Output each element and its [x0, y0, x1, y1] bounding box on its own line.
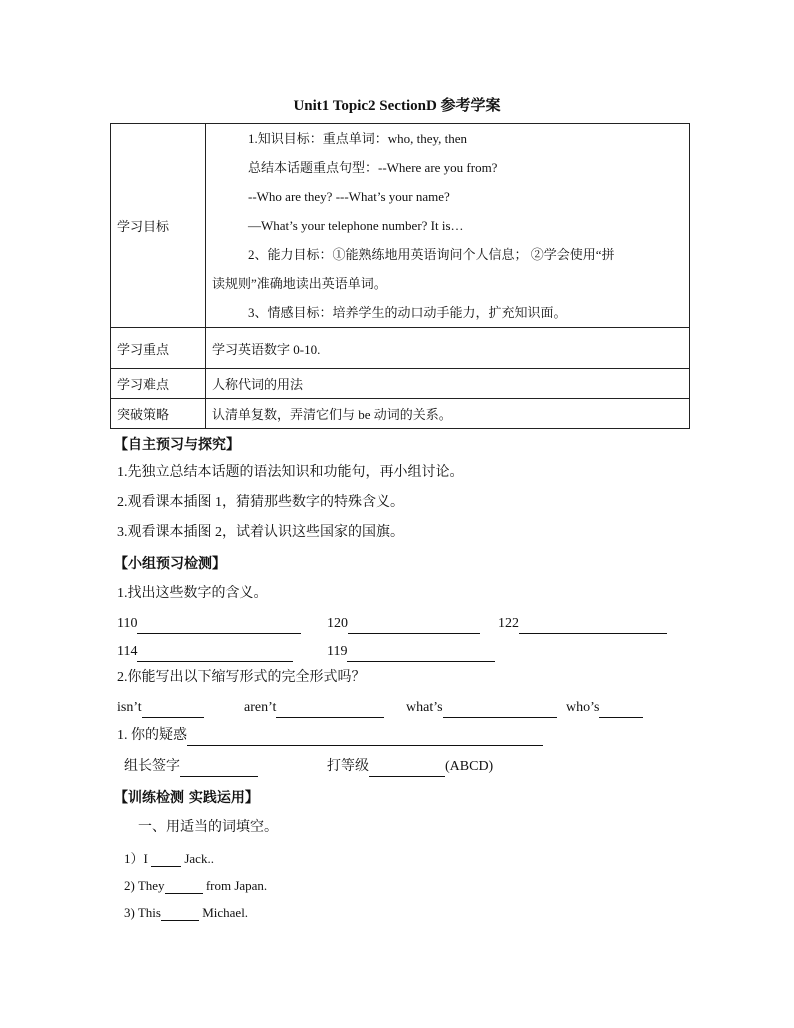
- contraction-label: isn’t: [117, 700, 142, 715]
- exercise-prefix: 2) They: [124, 878, 165, 893]
- section-heading-preview: 【自主预习与探究】: [114, 437, 240, 453]
- exercise-prefix: 1）I: [124, 851, 152, 866]
- difficulty-row: [111, 369, 690, 399]
- answer-blank[interactable]: [276, 701, 384, 718]
- goal-line: 3、情感目标：培养学生的动口动手能力，扩充知识面。: [248, 305, 567, 320]
- number-label: 110: [117, 616, 138, 631]
- preview-item: 1.先独立总结本话题的语法知识和功能句，再小组讨论。: [117, 465, 464, 480]
- preview-item: 2.观看课本插图 1，猜猜那些数字的特殊含义。: [117, 495, 404, 510]
- leader-sign-label: 组长签字: [124, 759, 180, 774]
- goal-row: [111, 124, 690, 328]
- goal-line: 2、能力目标：①能熟练地用英语询问个人信息； ②学会使用“拼: [248, 247, 615, 262]
- answer-blank[interactable]: [137, 617, 301, 634]
- goal-content: [206, 124, 690, 328]
- doubt-blank[interactable]: [187, 729, 543, 746]
- answer-blank[interactable]: [142, 701, 204, 718]
- answer-blank[interactable]: [137, 645, 293, 662]
- number-item: [117, 614, 301, 634]
- contraction-label: aren’t: [244, 700, 277, 715]
- goal-line: --Who are they? ---What’s your name?: [248, 189, 450, 204]
- number-item: [498, 614, 667, 634]
- doubt-label: 1. 你的疑惑: [117, 728, 187, 743]
- goal-line: 1.知识目标：重点单词：who, they, then: [248, 131, 468, 146]
- sign-blank[interactable]: [180, 760, 258, 777]
- exercise-instruction: 一、用适当的词填空。: [138, 820, 278, 835]
- key-row: [111, 328, 690, 369]
- number-label: 122: [498, 616, 519, 631]
- contraction-label: who’s: [566, 700, 600, 715]
- difficulty-text: 人称代词的用法: [206, 369, 690, 399]
- exercise-item: [124, 905, 248, 921]
- strategy-row: [111, 399, 690, 429]
- goal-line: 总结本话题重点句型：--Where are you from?: [248, 160, 498, 175]
- answer-blank[interactable]: [347, 645, 495, 662]
- page-title: Unit1 Topic2 SectionD 参考学案: [293, 98, 501, 114]
- grade-row: [327, 757, 493, 777]
- goal-line: 读规则”准确地读出英语单词。: [212, 276, 387, 291]
- goal-line: —What’s your telephone number? It is…: [248, 218, 464, 233]
- section-heading-check: 【小组预习检测】: [114, 556, 226, 572]
- answer-blank[interactable]: [519, 617, 667, 634]
- doubt-row: [117, 726, 543, 746]
- contraction-item: [406, 698, 557, 718]
- answer-blank[interactable]: [151, 853, 181, 867]
- answer-blank[interactable]: [443, 701, 557, 718]
- strategy-text: 认清单复数，弄清它们与 be 动词的关系。: [206, 399, 690, 429]
- question-2: 2.你能写出以下缩写形式的完全形式吗？: [117, 670, 366, 685]
- answer-blank[interactable]: [348, 617, 480, 634]
- number-label: 114: [117, 644, 138, 659]
- exercise-suffix: Jack..: [181, 851, 214, 866]
- grade-label: 打等级: [327, 759, 369, 774]
- exercise-prefix: 3) This: [124, 905, 161, 920]
- difficulty-label: 学习难点: [111, 369, 206, 399]
- number-item: [327, 642, 495, 662]
- grade-blank[interactable]: [369, 760, 445, 777]
- sign-row: [124, 757, 258, 777]
- exercise-suffix: from Japan.: [202, 878, 268, 893]
- exercise-suffix: Michael.: [198, 905, 249, 920]
- answer-blank[interactable]: [165, 880, 203, 894]
- number-item: [117, 642, 293, 662]
- strategy-label: 突破策略: [111, 399, 206, 429]
- contraction-label: what’s: [406, 700, 443, 715]
- contraction-item: [244, 698, 384, 718]
- key-text: 学习英语数字 0-10.: [206, 328, 690, 369]
- exercise-item: [124, 878, 267, 894]
- number-label: 120: [327, 616, 348, 631]
- answer-blank[interactable]: [161, 907, 199, 921]
- exercise-item: [124, 848, 214, 867]
- answer-blank[interactable]: [599, 701, 643, 718]
- goal-label: 学习目标: [111, 124, 206, 328]
- preview-item: 3.观看课本插图 2，试着认识这些国家的国旗。: [117, 525, 404, 540]
- contraction-item: [566, 698, 643, 718]
- key-label: 学习重点: [111, 328, 206, 369]
- grade-options: (ABCD): [445, 759, 494, 774]
- number-label: 119: [327, 644, 348, 659]
- number-item: [327, 614, 480, 634]
- question-1: 1.找出这些数字的含义。: [117, 586, 268, 601]
- objectives-table: [110, 123, 690, 429]
- section-heading-practice: 【训练检测 实践运用】: [114, 790, 259, 806]
- contraction-item: [117, 698, 204, 718]
